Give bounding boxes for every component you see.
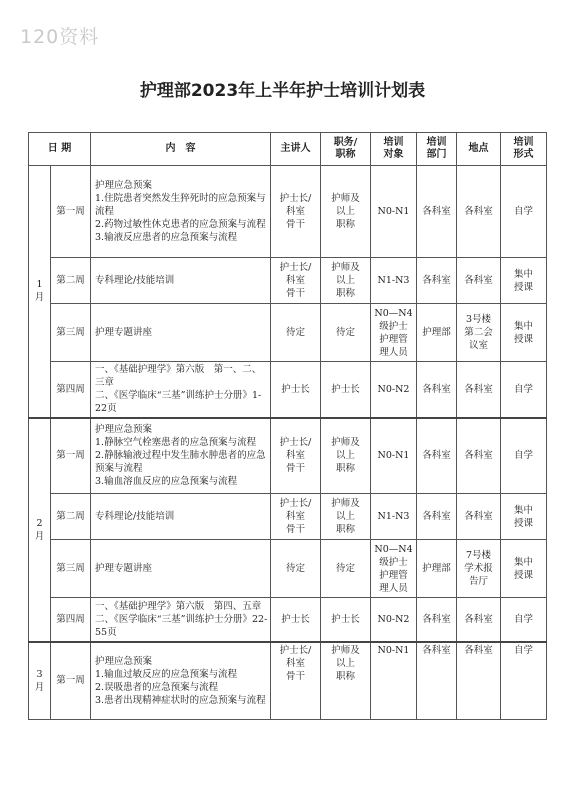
table-row xyxy=(29,418,547,494)
place-cell xyxy=(457,494,501,540)
duty-text: 职称 xyxy=(336,463,356,475)
content-line: 2.药物过敏性休克患者的应急预案与流程 xyxy=(95,219,266,230)
content-line: 2.静脉输液过程中发生肺水肿患者的应急预案与流程 xyxy=(95,450,266,475)
week-cell: 第二周 xyxy=(51,258,91,304)
content-cell xyxy=(91,598,271,642)
content-line: 3.患者出现精神症状时的应急预案与流程 xyxy=(95,694,266,706)
place-text: 各科室 xyxy=(464,275,493,286)
target-text: N0—N4 xyxy=(374,543,413,555)
week-cell: 第一周 xyxy=(51,642,91,720)
header-target xyxy=(371,133,417,166)
content-cell xyxy=(91,540,271,598)
dept-text: 护理部 xyxy=(422,327,451,338)
header-target-line: 对象 xyxy=(383,149,404,160)
page-title: 护理部2023年上半年护士培训计划表 xyxy=(139,81,426,101)
place-text: 各科室 xyxy=(464,450,493,462)
content-cell xyxy=(91,304,271,362)
target-text: 级护士 xyxy=(379,556,408,568)
form-cell xyxy=(501,258,547,304)
table-row xyxy=(29,642,547,720)
form-text: 自学 xyxy=(514,613,534,625)
month-label: 月 xyxy=(34,292,45,304)
form-text: 授课 xyxy=(514,569,534,581)
target-text: 理人员 xyxy=(379,582,408,594)
dept-text: 各科室 xyxy=(422,644,451,656)
place-text: 各科室 xyxy=(464,613,493,625)
dept-cell xyxy=(417,494,457,540)
content-line: 一、《基础护理学》第六版 第一、二、三章 xyxy=(95,364,262,389)
form-cell xyxy=(501,166,547,258)
watermark: 120资料 xyxy=(20,26,100,48)
target-cell xyxy=(371,540,417,598)
target-cell xyxy=(371,642,417,720)
place-text: 议室 xyxy=(469,340,489,351)
content-cell xyxy=(91,418,271,494)
content-line: 1.输血过敏反应的应急预案与流程 xyxy=(95,668,238,680)
form-text: 集中 xyxy=(514,320,534,332)
header-form xyxy=(501,133,547,166)
header-target-line: 培训 xyxy=(383,137,404,148)
target-text: N0-N1 xyxy=(377,450,410,462)
target-text: N1-N3 xyxy=(377,511,410,522)
content-line: 1.住院患者突然发生猝死时的应急预案与流程 xyxy=(95,193,266,217)
header-form-line: 培训 xyxy=(513,137,534,148)
duty-text: 职称 xyxy=(336,670,356,682)
header-duty-line: 职称 xyxy=(335,149,356,160)
content-line: 3.输液反应患者的应急预案与流程 xyxy=(95,232,238,243)
duty-cell xyxy=(321,304,371,362)
target-cell xyxy=(371,362,417,418)
header-dept-line: 培训 xyxy=(426,137,447,148)
table-row xyxy=(29,258,547,304)
content-line: 二、《医学临床“三基”训练护士分册》22-55页 xyxy=(95,613,268,638)
form-text: 集中 xyxy=(514,556,534,568)
header-form-line: 形式 xyxy=(513,149,534,160)
place-text: 7号楼 xyxy=(465,550,492,561)
target-text: 护理管 xyxy=(379,569,408,581)
header-speaker: 主讲人 xyxy=(271,133,321,166)
content-line: 护理应急预案 xyxy=(95,655,153,667)
header-duty-line: 职务/ xyxy=(333,137,358,148)
week-cell: 第二周 xyxy=(51,494,91,540)
speaker-text: 骨干 xyxy=(286,219,306,230)
week-cell: 第一周 xyxy=(51,166,91,258)
place-text: 各科室 xyxy=(464,511,493,522)
form-cell xyxy=(501,642,547,720)
duty-text: 护师及 xyxy=(331,193,360,204)
place-cell xyxy=(457,418,501,494)
content-line: 二、《医学临床“三基”训练护士分册》1-22页 xyxy=(95,390,262,415)
week-cell: 第三周 xyxy=(51,540,91,598)
form-cell xyxy=(501,598,547,642)
target-text: N0—N4 xyxy=(374,307,413,319)
place-text: 各科室 xyxy=(464,206,493,217)
dept-text: 各科室 xyxy=(422,383,451,395)
speaker-cell xyxy=(271,166,321,258)
form-text: 集中 xyxy=(514,268,534,280)
duty-text: 以上 xyxy=(336,511,356,522)
duty-text: 职称 xyxy=(336,524,356,535)
speaker-text: 护士长/ xyxy=(279,498,312,509)
content-line: 一、《基础护理学》第六版 第四、五章 xyxy=(95,600,262,612)
target-cell xyxy=(371,166,417,258)
duty-cell xyxy=(321,540,371,598)
table-header-row xyxy=(29,133,547,166)
speaker-cell xyxy=(271,540,321,598)
place-cell xyxy=(457,642,501,720)
form-text: 自学 xyxy=(514,450,534,462)
speaker-text: 科室 xyxy=(286,511,306,522)
month-cell xyxy=(29,166,51,418)
speaker-text: 骨干 xyxy=(286,288,306,299)
speaker-text: 待定 xyxy=(286,327,306,338)
place-text: 各科室 xyxy=(464,383,493,395)
place-text: 学术报 xyxy=(464,563,493,574)
place-text: 告厅 xyxy=(469,576,489,587)
speaker-text: 骨干 xyxy=(286,463,306,475)
content-cell xyxy=(91,494,271,540)
table-row xyxy=(29,494,547,540)
form-cell xyxy=(501,304,547,362)
dept-text: 各科室 xyxy=(422,613,451,625)
target-text: 护理管 xyxy=(379,333,408,345)
speaker-cell xyxy=(271,494,321,540)
form-text: 自学 xyxy=(514,383,534,395)
content-cell xyxy=(91,166,271,258)
speaker-cell xyxy=(271,304,321,362)
duty-text: 护师及 xyxy=(331,644,360,656)
header-date: 日 期 xyxy=(29,133,91,166)
content-line: 专科理论/技能培训 xyxy=(95,275,175,286)
duty-cell xyxy=(321,166,371,258)
content-line: 1.静脉空气栓塞患者的应急预案与流程 xyxy=(95,437,257,449)
content-line: 专科理论/技能培训 xyxy=(95,511,175,522)
duty-text: 职称 xyxy=(336,288,356,299)
speaker-text: 科室 xyxy=(286,657,306,669)
speaker-cell xyxy=(271,642,321,720)
target-text: N0-N1 xyxy=(377,206,410,217)
place-cell xyxy=(457,304,501,362)
speaker-text: 护士长/ xyxy=(279,193,312,204)
duty-text: 护师及 xyxy=(331,262,360,273)
content-line: 护理应急预案 xyxy=(95,424,153,436)
speaker-text: 护士长/ xyxy=(279,262,312,273)
form-cell xyxy=(501,494,547,540)
content-line: 3.输血溶血反应的应急预案与流程 xyxy=(95,476,238,488)
form-cell xyxy=(501,540,547,598)
form-text: 授课 xyxy=(514,281,534,293)
content-cell xyxy=(91,258,271,304)
month-cell xyxy=(29,642,51,720)
header-content: 内 容 xyxy=(91,133,271,166)
speaker-cell xyxy=(271,362,321,418)
speaker-text: 护士长 xyxy=(281,613,310,625)
dept-cell xyxy=(417,598,457,642)
dept-text: 各科室 xyxy=(422,511,451,522)
header-dept xyxy=(417,133,457,166)
place-cell xyxy=(457,540,501,598)
table-row xyxy=(29,540,547,598)
place-text: 各科室 xyxy=(464,644,493,656)
duty-cell xyxy=(321,598,371,642)
duty-cell xyxy=(321,362,371,418)
month-label: 3 xyxy=(36,668,43,680)
duty-cell xyxy=(321,418,371,494)
dept-cell xyxy=(417,362,457,418)
speaker-cell xyxy=(271,598,321,642)
dept-cell xyxy=(417,258,457,304)
speaker-text: 护士长/ xyxy=(279,644,312,656)
duty-text: 以上 xyxy=(336,450,356,462)
duty-text: 护师及 xyxy=(331,437,360,449)
speaker-text: 护士长/ xyxy=(279,437,312,449)
header-duty xyxy=(321,133,371,166)
table-row xyxy=(29,166,547,258)
speaker-text: 科室 xyxy=(286,275,306,286)
dept-text: 护理部 xyxy=(422,563,451,574)
target-text: 级护士 xyxy=(379,320,408,332)
target-cell xyxy=(371,418,417,494)
form-text: 集中 xyxy=(514,504,534,516)
content-line: 2.误吸患者的应急预案与流程 xyxy=(95,681,219,693)
form-cell xyxy=(501,362,547,418)
dept-cell xyxy=(417,304,457,362)
speaker-text: 科室 xyxy=(286,206,306,217)
dept-cell xyxy=(417,540,457,598)
week-cell: 第三周 xyxy=(51,304,91,362)
duty-text: 护士长 xyxy=(331,613,360,625)
table-row xyxy=(29,362,547,418)
content-line: 护理专题讲座 xyxy=(95,327,153,338)
speaker-text: 待定 xyxy=(286,563,306,574)
duty-text: 护士长 xyxy=(331,383,360,395)
duty-cell xyxy=(321,494,371,540)
dept-cell xyxy=(417,418,457,494)
month-label: 月 xyxy=(34,530,45,542)
training-plan-table xyxy=(28,132,547,720)
form-text: 授课 xyxy=(514,517,534,529)
duty-text: 护师及 xyxy=(331,498,360,509)
place-cell xyxy=(457,598,501,642)
week-cell: 第一周 xyxy=(51,418,91,494)
table-row xyxy=(29,598,547,642)
duty-text: 待定 xyxy=(336,327,356,338)
place-cell xyxy=(457,166,501,258)
form-text: 自学 xyxy=(514,644,534,656)
speaker-text: 骨干 xyxy=(286,670,306,682)
target-cell xyxy=(371,258,417,304)
place-text: 第二会 xyxy=(464,327,493,338)
form-text: 授课 xyxy=(514,333,534,345)
duty-cell xyxy=(321,642,371,720)
dept-cell xyxy=(417,642,457,720)
speaker-text: 科室 xyxy=(286,450,306,462)
content-cell xyxy=(91,362,271,418)
dept-text: 各科室 xyxy=(422,275,451,286)
table-body xyxy=(29,166,547,720)
place-cell xyxy=(457,258,501,304)
content-cell xyxy=(91,642,271,720)
duty-text: 职称 xyxy=(336,219,356,230)
speaker-text: 骨干 xyxy=(286,524,306,535)
header-dept-line: 部门 xyxy=(426,149,447,160)
speaker-text: 护士长 xyxy=(281,383,310,395)
table-row xyxy=(29,304,547,362)
place-cell xyxy=(457,362,501,418)
month-label: 2 xyxy=(36,517,43,529)
target-cell xyxy=(371,304,417,362)
target-text: N0-N2 xyxy=(377,383,410,395)
duty-text: 以上 xyxy=(336,206,356,217)
target-cell xyxy=(371,494,417,540)
target-text: N0-N2 xyxy=(377,613,410,625)
dept-cell xyxy=(417,166,457,258)
week-cell: 第四周 xyxy=(51,362,91,418)
duty-text: 待定 xyxy=(336,563,356,574)
speaker-cell xyxy=(271,258,321,304)
dept-text: 各科室 xyxy=(422,450,451,462)
content-line: 护理应急预案 xyxy=(95,180,153,191)
target-text: 理人员 xyxy=(379,346,408,358)
target-text: N0-N1 xyxy=(377,644,410,656)
place-text: 3号楼 xyxy=(465,314,492,325)
dept-text: 各科室 xyxy=(422,206,451,217)
week-cell: 第四周 xyxy=(51,598,91,642)
form-text: 自学 xyxy=(514,206,534,217)
month-cell xyxy=(29,418,51,642)
duty-cell xyxy=(321,258,371,304)
duty-text: 以上 xyxy=(336,275,356,286)
duty-text: 以上 xyxy=(336,657,356,669)
target-cell xyxy=(371,598,417,642)
speaker-cell xyxy=(271,418,321,494)
month-label: 1 xyxy=(36,279,43,291)
content-line: 护理专题讲座 xyxy=(95,563,153,574)
month-label: 月 xyxy=(34,681,45,693)
target-text: N1-N3 xyxy=(377,275,410,286)
header-place: 地点 xyxy=(457,133,501,166)
form-cell xyxy=(501,418,547,494)
